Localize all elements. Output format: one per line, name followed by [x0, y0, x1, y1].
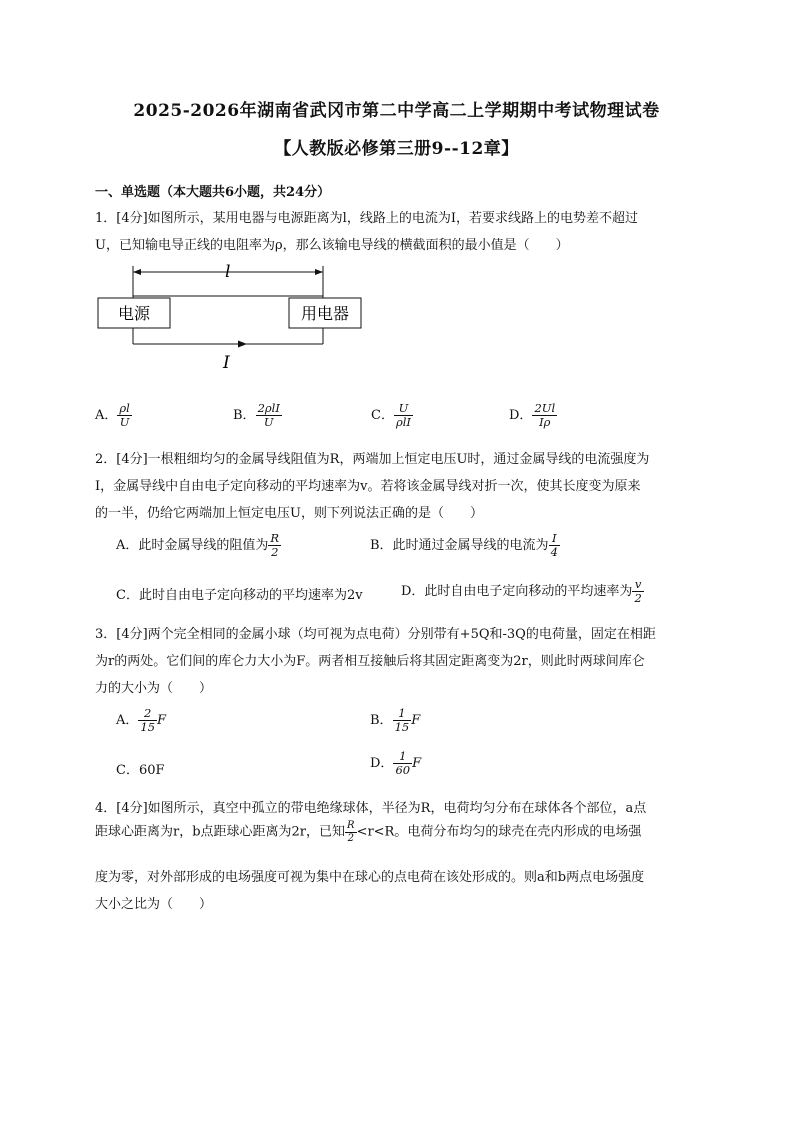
q2-stem-line3: 的一半，仍给它两端加上恒定电压U，则下列说法正确的是（ ） — [95, 506, 483, 521]
fraction-denominator: Iρ — [539, 415, 551, 430]
q2-option-c-text: C．此时自由电子定向移动的平均速率为2v — [116, 588, 363, 603]
q4-line2-prefix: 距球心距离为r，b点距球心距离为2r，已知 — [95, 824, 346, 840]
q4-line2-suffix: <r<R。电荷分布均匀的球壳在壳内形成的电场强 — [356, 824, 642, 840]
q2-option-d[interactable] — [401, 578, 644, 605]
q3-stem-line3: 力的大小为（ ） — [95, 681, 213, 696]
q4-stem-line4: 大小之比为（ ） — [95, 897, 213, 912]
q1-option-a-letter: A． — [95, 408, 118, 424]
length-arrow-right-head — [315, 269, 323, 275]
fraction-numerator: R — [347, 820, 355, 831]
q3-stem-line1: 3．[4分]两个完全相同的金属小球（均可视为点电荷）分别带有+5Q和-3Q的电荷量，固定在相距 — [95, 627, 656, 642]
q3-option-a-suffix: F — [157, 713, 167, 729]
q2-option-b-fraction — [549, 532, 560, 559]
q1-option-d[interactable] — [509, 402, 557, 429]
q3-option-d[interactable] — [370, 750, 421, 777]
fraction-denominator: U — [119, 415, 130, 430]
q1-stem-line1: 1．[4分]如图所示，某用电器与电源距离为l，线路上的电流为I，若要求线路上的电势差不超过 — [95, 211, 638, 226]
fraction-numerator: 2 — [138, 707, 157, 721]
q2-stem-line2: I，金属导线中自由电子定向移动的平均速率为v。若将该金属导线对折一次，使其长度变为原来 — [95, 479, 641, 494]
q1-circuit-diagram — [95, 262, 375, 377]
q3-option-a-fraction — [138, 707, 157, 734]
q2-option-d-fraction — [632, 578, 643, 605]
fraction-denominator: 15 — [140, 720, 156, 735]
q2-option-d-text: D．此时自由电子定向移动的平均速率为 — [401, 584, 633, 600]
q3-option-a[interactable] — [116, 707, 166, 734]
q4-stem-line1: 4．[4分]如图所示，真空中孤立的带电绝缘球体，半径为R，电荷均匀分布在球体各个部位，a点 — [95, 801, 647, 816]
q1-option-d-letter: D． — [509, 408, 533, 424]
q3-option-b[interactable] — [370, 707, 420, 734]
q2-option-a-text: A．此时金属导线的阻值为 — [116, 538, 269, 554]
q2-option-a-fraction — [268, 532, 281, 559]
exam-title: 2025-2026年湖南省武冈市第二中学高二上学期期中考试物理试卷 — [133, 101, 660, 121]
length-arrow-left-head — [133, 269, 141, 275]
fraction-numerator: v — [632, 578, 643, 592]
power-source-label: 电源 — [117, 304, 151, 323]
length-label: l — [225, 262, 231, 282]
section-heading: 一、单选题（本大题共6小题，共24分） — [95, 185, 331, 200]
fraction-numerator: 1 — [393, 750, 412, 764]
q2-stem-line1: 2．[4分]一根粗细均匀的金属导线阻值为R，两端加上恒定电压U时，通过金属导线的电流强度为 — [95, 452, 650, 467]
fraction-denominator: 2 — [634, 591, 642, 606]
q3-option-a-letter: A． — [116, 713, 139, 729]
q2-option-c[interactable] — [116, 584, 363, 603]
fraction-denominator: 4 — [550, 545, 558, 560]
q3-option-c[interactable] — [116, 759, 165, 778]
q2-option-b-text: B．此时通过金属导线的电流为 — [370, 538, 549, 554]
q4-stem-line3: 度为零，对外部形成的电场强度可视为集中在球心的点电荷在该处形成的。则a和b两点电场强度 — [95, 870, 645, 885]
q1-option-c-letter: C． — [371, 408, 394, 424]
fraction-numerator: ρl — [119, 401, 130, 415]
q1-option-b-fraction — [256, 402, 282, 429]
current-arrow-head — [238, 341, 247, 348]
fraction-denominator: ρlI — [395, 415, 411, 430]
fraction-denominator: 60 — [395, 763, 411, 778]
fraction-numerator: U — [394, 402, 413, 416]
q3-stem-line2: 为r的两处。它们间的库仑力大小为F。两者相互接触后将其固定距离变为2r，则此时两球间库仑 — [95, 654, 645, 669]
q4-condition-fraction — [345, 820, 357, 844]
q1-option-c[interactable] — [371, 402, 413, 429]
q1-option-d-fraction — [532, 402, 557, 429]
q3-option-d-suffix: F — [412, 756, 422, 772]
q2-option-b[interactable] — [370, 532, 560, 559]
fraction-denominator: 2 — [347, 832, 354, 844]
q1-stem-line2: U，已知输电导正线的电阻率为ρ，那么该输电导线的横截面积的最小值是（ ） — [95, 238, 569, 253]
fraction-numerator: 2ρlI — [257, 401, 280, 415]
q1-option-a[interactable] — [95, 402, 132, 429]
q1-option-b[interactable] — [233, 402, 282, 429]
fraction-denominator: 2 — [271, 545, 279, 560]
q1-option-b-letter: B． — [233, 408, 256, 424]
fraction-denominator: 15 — [394, 720, 410, 735]
q3-option-b-suffix: F — [411, 713, 421, 729]
q1-option-a-fraction — [117, 402, 131, 429]
exam-subtitle: 【人教版必修第三册9--12章】 — [274, 139, 519, 159]
electrical-device-label: 用电器 — [300, 304, 350, 323]
q3-option-c-text: C．60F — [116, 763, 165, 778]
fraction-numerator: 2Ul — [534, 401, 556, 415]
q3-option-b-fraction — [393, 707, 412, 734]
current-label: I — [223, 353, 230, 373]
fraction-denominator: U — [263, 415, 274, 430]
q3-option-d-fraction — [393, 750, 412, 777]
q4-stem-line2 — [95, 820, 641, 844]
q1-option-c-fraction — [394, 402, 413, 429]
q2-option-a[interactable] — [116, 532, 281, 559]
fraction-numerator: 1 — [393, 707, 412, 721]
q3-option-d-letter: D． — [370, 756, 394, 772]
fraction-numerator: I — [549, 532, 560, 546]
fraction-numerator: R — [270, 531, 280, 545]
q3-option-b-letter: B． — [370, 713, 393, 729]
